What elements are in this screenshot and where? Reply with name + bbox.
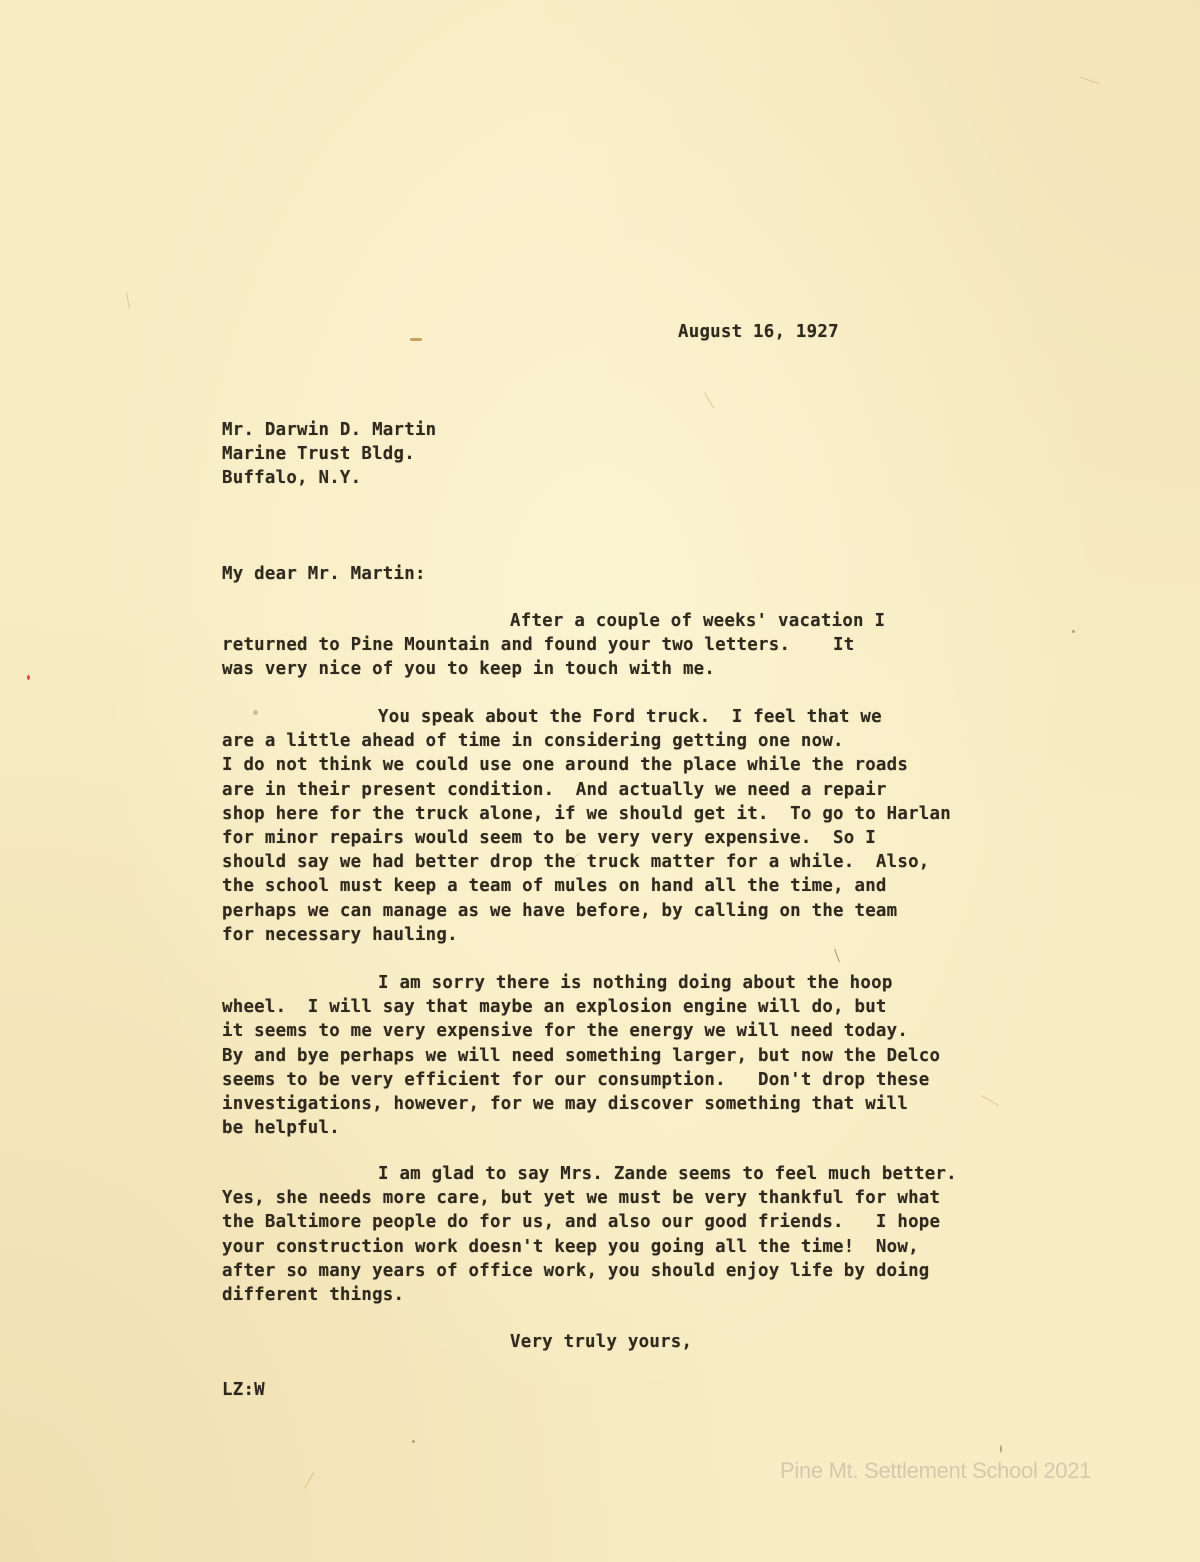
paragraph-line: it seems to me very expensive for the energy we will need today. bbox=[222, 1021, 909, 1042]
letter-date: August 16, 1927 bbox=[678, 322, 839, 342]
paragraph-1 bbox=[222, 609, 885, 682]
paragraph-4 bbox=[222, 1162, 957, 1307]
recipient-name: Mr. Darwin D. Martin bbox=[222, 420, 437, 440]
complimentary-closing: Very truly yours, bbox=[510, 1332, 693, 1352]
paragraph-line: be helpful. bbox=[222, 1118, 340, 1139]
paragraph-line: Yes, she needs more care, but yet we must be very thankful for what bbox=[222, 1188, 941, 1209]
paper-fiber bbox=[410, 338, 422, 341]
paragraph-line: I am sorry there is nothing doing about the hoop bbox=[378, 973, 893, 993]
paper-speck bbox=[1000, 1445, 1002, 1453]
paper-fiber bbox=[704, 392, 714, 408]
paragraph-line: the school must keep a team of mules on hand all the time, and bbox=[222, 876, 887, 897]
reference-initials: LZ:W bbox=[222, 1380, 265, 1400]
paragraph-line: I do not think we could use one around the place while the roads bbox=[222, 755, 909, 776]
paragraph-line: for necessary hauling. bbox=[222, 924, 458, 945]
paper-speck bbox=[412, 1440, 415, 1443]
paragraph-line: the Baltimore people do for us, and also our good friends. I hope bbox=[222, 1212, 941, 1233]
paragraph-line: perhaps we can manage as we have before, by calling on the team bbox=[222, 900, 898, 921]
paragraph-line: after so many years of office work, you should enjoy life by doing bbox=[222, 1260, 930, 1281]
paragraph-line: returned to Pine Mountain and found your two letters. It bbox=[222, 635, 855, 656]
watermark: Pine Mt. Settlement School 2021 bbox=[780, 1458, 1092, 1483]
paragraph-line: I am glad to say Mrs. Zande seems to feel much better. bbox=[378, 1164, 957, 1184]
salutation: My dear Mr. Martin: bbox=[222, 564, 426, 584]
paper-fiber bbox=[126, 293, 130, 309]
recipient-address bbox=[222, 418, 436, 491]
paragraph-line: By and bye perhaps we will need something larger, but now the Delco bbox=[222, 1045, 941, 1066]
paper-fiber bbox=[981, 1095, 999, 1106]
paper-fiber bbox=[1080, 77, 1099, 85]
paragraph-line: are in their present condition. And actually we need a repair bbox=[222, 779, 887, 800]
paragraph-line: was very nice of you to keep in touch with me. bbox=[222, 659, 716, 680]
paragraph-3 bbox=[222, 971, 940, 1140]
recipient-city: Buffalo, N.Y. bbox=[222, 468, 362, 489]
paper-speck bbox=[1072, 630, 1075, 633]
paper-fiber bbox=[304, 1472, 314, 1488]
paragraph-line: different things. bbox=[222, 1285, 405, 1306]
paragraph-2 bbox=[222, 705, 951, 947]
paper-speck bbox=[27, 675, 30, 680]
paragraph-line: your construction work doesn't keep you going all the time! Now, bbox=[222, 1236, 919, 1257]
recipient-building: Marine Trust Bldg. bbox=[222, 444, 415, 465]
paragraph-line: are a little ahead of time in considering getting one now. bbox=[222, 731, 844, 752]
paragraph-line: for minor repairs would seem to be very very expensive. So I bbox=[222, 828, 876, 849]
paragraph-line: seems to be very efficient for our consumption. Don't drop these bbox=[222, 1069, 930, 1090]
paragraph-line: wheel. I will say that maybe an explosion engine will do, but bbox=[222, 997, 887, 1018]
paragraph-line: investigations, however, for we may discover something that will bbox=[222, 1094, 909, 1115]
paragraph-line: After a couple of weeks' vacation I bbox=[510, 611, 886, 631]
paragraph-line: shop here for the truck alone, if we should get it. To go to Harlan bbox=[222, 803, 951, 824]
paper-fiber bbox=[834, 949, 840, 962]
paragraph-line: You speak about the Ford truck. I feel that we bbox=[378, 707, 882, 727]
paragraph-line: should say we had better drop the truck matter for a while. Also, bbox=[222, 852, 930, 873]
